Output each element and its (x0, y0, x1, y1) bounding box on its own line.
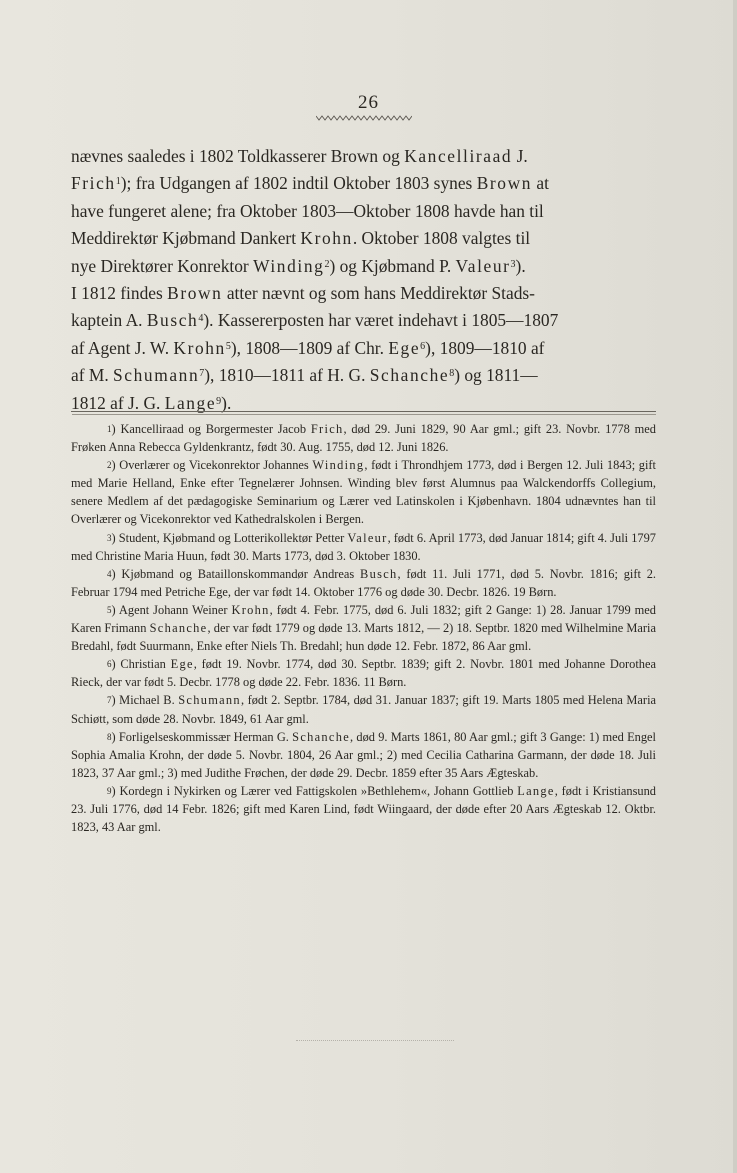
main-text-line: af M. Schumann$^7$), 1810—1811 af H. G. Schanche$^8$) og 1811— (71, 365, 538, 386)
main-text-line: 1812 af J. G. Lange$^9$). (71, 392, 232, 413)
spaced-name: Valeur (455, 255, 511, 276)
footnote-ref: 3 (510, 258, 516, 270)
footnote: $^8$) Forligelseskommissær Herman G. Schanche, død 9. Marts 1861, 80 Aar gml.; gift 3 Gange: 1) med Engel Sophia Amalia Krohn, der døde 5. Novbr. 1804, 26 Aar gml.; 2) med Cecilia Catharina Garmann, der døde 18. Juli 1823, 37 Aar gml.; 3) med Judithe Frøchen, der døde 29. Decbr. 1859 efter 35 Aars Ægteskab. (71, 729, 656, 780)
spaced-name: Krohn (173, 337, 226, 358)
footnote-number: 1 (107, 424, 112, 434)
footnote-number: 5 (107, 604, 112, 615)
footnote: $^4$) Kjøbmand og Bataillonskommandør Andreas Busch, født 11. Juli 1771, død 5. Novbr. 1816; gift 2. Februar 1794 med Petriche Ege, der var født 14. Oktober 1776 og døde 30. Decbr. 1826. 19 Børn. (71, 566, 656, 599)
footnote-ref: 7 (199, 368, 205, 380)
footnote-number: 8 (107, 731, 112, 742)
footnote-number: 6 (107, 659, 112, 670)
spaced-name: Busch (146, 310, 199, 331)
spaced-name: Ege (170, 657, 194, 672)
footnotes (71, 420, 656, 836)
spaced-name: Schanche (369, 365, 450, 386)
footnote-ref: 5 (225, 340, 231, 352)
ornament-zigzag (316, 114, 412, 122)
spaced-name: Valeur (347, 530, 388, 545)
footnote-number: 7 (107, 695, 112, 706)
main-text (71, 143, 657, 417)
main-text-line: Frich$^1$); fra Udgangen af 1802 indtil Oktober 1803 synes Brown at (71, 173, 549, 194)
spaced-name: Brown (476, 173, 533, 194)
footnote: $^1$) Kancelliraad og Borgermester Jacob Frich, død 29. Juni 1829, 90 Aar gml.; gift 23. Novbr. 1778 med Frøken Anna Rebecca Gyldenkrantz, født 30. Aug. 1755, død 12. Juni 1826. (71, 422, 657, 455)
spaced-name: Krohn (300, 228, 353, 249)
footnote-ref: 8 (449, 368, 455, 380)
spaced-name: Winding (253, 255, 325, 276)
spaced-name: Kancelliraad (404, 146, 513, 166)
spaced-name: Ege (388, 337, 421, 358)
spaced-name: Lange (164, 392, 217, 413)
footnote-ref: 1 (115, 176, 121, 188)
spaced-name: Frich (71, 173, 116, 194)
spaced-name: Schanche (149, 621, 208, 636)
footnote-number: 2 (107, 460, 112, 471)
footnote: $^3$) Student, Kjøbmand og Lotterikollektør Petter Valeur, født 6. April 1773, død Januar 1814; gift 4. Juli 1797 med Christine Maria Huun, født 30. Marts 1773, død 3. Oktober 1830. (71, 530, 656, 563)
footnote: $^2$) Overlærer og Vicekonrektor Johannes Winding, født i Throndhjem 1773, død i Bergen 12. Juli 1843; gift med Marie Helland, Enke efter Tegnelærer Johnsen. Winding blev først Alumnus paa Walckendorffs Collegium, senere Medlem af det pædagogiske Seminarium og Lærer ved Latinskolen i Kjøbenhavn. 1804 udnævntes han til Overlærer og Vicekonrektor ved Kathedralskolen i Bergen. (71, 458, 656, 527)
footnote-number: 3 (107, 532, 112, 543)
footnote-ref: 2 (324, 258, 330, 270)
footnote: $^6$) Christian Ege, født 19. Novbr. 1774, død 30. Septbr. 1839; gift 2. Novbr. 1801 med Johanne Dorothea Rieck, der var født 5. Decbr. 1778 og døde 22. Febr. 1836. 11 Børn. (71, 657, 656, 690)
spaced-name: Busch (360, 566, 398, 581)
main-text-line: have fungeret alene; fra Oktober 1803—Oktober 1808 havde han til (71, 200, 544, 221)
bottom-dotted-line (296, 1040, 454, 1041)
footnote-number: 4 (107, 568, 112, 579)
footnote-number: 9 (107, 785, 112, 796)
main-text-line: nævnes saaledes i 1802 Toldkasserer Brown og Kancelliraad J. (71, 146, 528, 166)
main-text-line: af Agent J. W. Krohn$^5$), 1808—1809 af Chr. Ege$^6$), 1809—1810 af (71, 337, 545, 358)
spaced-name: Winding (312, 458, 365, 473)
footnote: $^7$) Michael B. Schumann, født 2. Septbr. 1784, død 31. Januar 1837; gift 19. Marts 1805 med Helena Maria Schiøtt, som døde 28. Novbr. 1849, 61 Aar gml. (71, 693, 657, 726)
footnote-ref: 9 (216, 395, 222, 407)
footnote: $^9$) Kordegn i Nykirken og Lærer ved Fattigskolen »Bethlehem«, Johann Gottlieb Lange, født i Kristiansund 23. Juli 1776, død 14 Febr. 1826; gift med Karen Lind, født Wiingaard, der døde efter 20 Aars Ægteskab 12. Oktbr. 1823, 43 Aar gml. (71, 783, 657, 835)
footnote-rule-secondary (72, 414, 656, 415)
page-edge (733, 0, 737, 1173)
spaced-name: Brown (167, 283, 223, 304)
main-text-line: I 1812 findes Brown atter nævnt og som hans Meddirektør Stads- (71, 283, 535, 304)
spaced-name: Schumann (178, 693, 241, 708)
footnote-rule (71, 411, 656, 412)
main-text-line: kaptein A. Busch$^4$). Kassererposten har været indehavt i 1805—1807 (71, 310, 559, 331)
spaced-name: Lange (517, 783, 555, 798)
footnote: $^5$) Agent Johann Weiner Krohn, født 4. Febr. 1775, død 6. Juli 1832; gift 2 Gange: 1) 28. Januar 1799 med Karen Frimann Schanche, der var født 1779 og døde 13. Marts 1812, — 2) 18. Septbr. 1820 med Wilhelmine Maria Bredahl, født Suurmann, Enke efter Niels Th. Bredahl; hun døde 12. Febr. 1872, 86 Aar gml. (71, 602, 656, 654)
spaced-name: Krohn (231, 602, 270, 617)
footnote-ref: 6 (420, 340, 426, 352)
footnote-ref: 4 (198, 313, 204, 325)
main-text-line: Meddirektør Kjøbmand Dankert Krohn. Oktober 1808 valgtes til (71, 228, 531, 249)
spaced-name: Schumann (113, 365, 200, 386)
main-text-line: nye Direktører Konrektor Winding$^2$) og Kjøbmand P. Valeur$^3$). (71, 255, 526, 276)
spaced-name: Frich (310, 422, 344, 436)
spaced-name: Schanche (292, 729, 351, 744)
page-number: 26 (358, 92, 379, 113)
